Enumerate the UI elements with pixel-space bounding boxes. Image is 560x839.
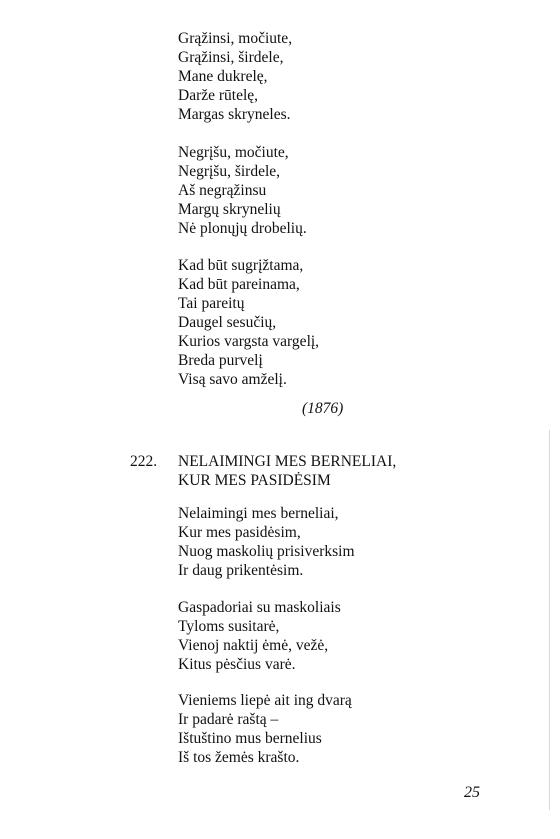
- poem-line: Mane dukrelę,: [178, 68, 268, 85]
- poem2-stanza-2: [178, 598, 341, 674]
- poem-line: Vienoj naktij ėmė, vežė,: [178, 637, 329, 654]
- poem-title-line-2: KUR MES PASIDĖSIM: [178, 472, 331, 489]
- poem-line: Margų skrynelių: [178, 201, 281, 218]
- poem-date: (1876): [302, 400, 344, 417]
- poem-line: Margas skryneles.: [178, 106, 291, 123]
- poem-line: Negrįšu, širdele,: [178, 163, 281, 180]
- poem-line: Visą savo amželį.: [178, 371, 287, 388]
- poem-line: Iš tos žemės krašto.: [178, 749, 300, 766]
- poem-line: Nuog maskolių prisiverksim: [178, 543, 355, 560]
- poem-line: Tai pareitų: [178, 295, 245, 312]
- poem1-stanza-2: [178, 143, 307, 238]
- poem-line: Aš negrąžinsu: [178, 182, 267, 199]
- poem-heading: [130, 452, 396, 490]
- poem-line: Grąžinsi, širdele,: [178, 49, 284, 66]
- scan-edge-line: [549, 430, 550, 810]
- poem2-stanza-3: [178, 691, 352, 767]
- poem-line: Tyloms susitarė,: [178, 618, 280, 635]
- poem-line: Kad būt pareinama,: [178, 276, 300, 293]
- poem-line: Ir padarė raštą –: [178, 711, 279, 728]
- poem-line: Kurios vargsta vargelį,: [178, 333, 320, 350]
- poem-line: Nė plonųjų drobelių.: [178, 220, 307, 237]
- poem-line: Breda purvelį: [178, 352, 263, 369]
- poem2-stanza-1: [178, 504, 355, 580]
- poem-line: Vieniems liepė ait ing dvarą: [178, 692, 352, 709]
- page-number: 25: [464, 784, 480, 801]
- poem-line: Gaspadoriai su maskoliais: [178, 599, 341, 616]
- poem-line: Kad būt sugrįžtama,: [178, 257, 304, 274]
- poem-line: Kitus pėsčius varė.: [178, 656, 296, 673]
- poem-number: 222.: [130, 453, 158, 470]
- poem-line: Kur mes pasidėsim,: [178, 524, 301, 541]
- poem-line: Darže rūtelę,: [178, 87, 259, 104]
- poem1-stanza-3: [178, 256, 319, 389]
- poem-line: Grąžinsi, močiute,: [178, 30, 293, 47]
- poem-line: Nelaimingi mes berneliai,: [178, 505, 339, 522]
- poem-line: Ištuštino mus bernelius: [178, 730, 322, 747]
- poem-line: Negrįšu, močiute,: [178, 144, 289, 161]
- poem-line: Ir daug prikentėsim.: [178, 562, 304, 579]
- poem1-stanza-1: [178, 29, 292, 124]
- poem-line: Daugel sesučių,: [178, 314, 277, 331]
- poem-title-line-1: NELAIMINGI MES BERNELIAI,: [178, 453, 397, 470]
